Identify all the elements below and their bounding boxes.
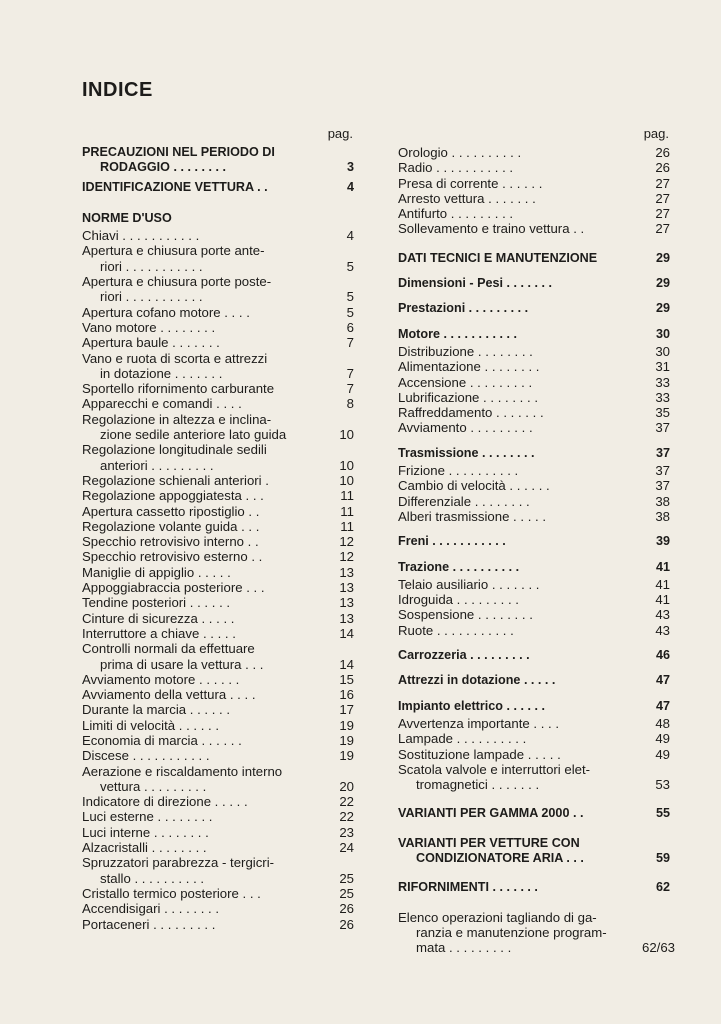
entry-page-number: 62/63 <box>642 940 676 956</box>
entry-page-number: 55 <box>655 806 670 821</box>
entry-title: Impianto elettrico . . . . . . <box>398 698 545 713</box>
index-entry <box>398 206 670 221</box>
index-entry <box>398 344 670 359</box>
entry-title: Luci esterne . . . . . . . . <box>82 809 213 825</box>
index-entry <box>398 910 670 925</box>
entry-page-number: 10 <box>339 472 354 488</box>
entry-page-number: 27 <box>655 190 670 206</box>
entry-page-number: 13 <box>339 595 354 611</box>
entry-page-number: 14 <box>339 656 354 672</box>
index-entry <box>82 657 354 672</box>
entry-title: Telaio ausiliario . . . . . . . <box>398 576 540 592</box>
entry-page-number: 46 <box>655 648 670 663</box>
entry-page-number: 26 <box>339 901 354 917</box>
index-entry <box>398 160 670 175</box>
entry-title: Lubrificazione . . . . . . . . <box>398 389 538 405</box>
entry-title: Controlli normali da effettuare <box>82 641 255 657</box>
entry-title: Cinture di sicurezza . . . . . <box>82 610 235 626</box>
entry-page-number: 8 <box>346 396 354 412</box>
entry-title: Frizione . . . . . . . . . . <box>398 463 519 479</box>
entry-page-number: 33 <box>655 374 670 390</box>
entry-title: Aerazione e riscaldamento interno <box>82 763 283 779</box>
index-entry <box>82 840 354 855</box>
entry-title: mata . . . . . . . . . <box>416 940 512 956</box>
index-entry <box>82 473 354 488</box>
entry-title: Apertura e chiusura porte ante- <box>82 243 265 259</box>
entry-title: Appoggiabraccia posteriore . . . <box>82 580 265 596</box>
index-entry <box>82 549 354 564</box>
entry-title: Regolazione longitudinale sedili <box>82 442 267 458</box>
entry-page-number: 41 <box>655 559 670 574</box>
entry-title: RIFORNIMENTI . . . . . . . <box>398 880 538 895</box>
entry-title: Avvertenza importante . . . . <box>398 715 560 731</box>
entry-title: VARIANTI PER VETTURE CON <box>398 835 580 850</box>
index-column-right <box>398 125 676 956</box>
entry-title: Motore . . . . . . . . . . . <box>398 326 517 341</box>
entry-page-number: 22 <box>339 809 354 825</box>
entry-title: NORME D'USO <box>82 210 172 225</box>
index-entry <box>398 446 670 461</box>
entry-page-number: 19 <box>339 732 354 748</box>
entry-page-number: 27 <box>655 221 670 237</box>
index-entry <box>82 901 354 916</box>
entry-page-number: 35 <box>655 405 670 421</box>
entry-title: Sportello rifornimento carburante <box>82 381 275 397</box>
entry-page-number: 43 <box>655 622 670 638</box>
entry-title: Trasmissione . . . . . . . . <box>398 445 535 460</box>
index-entry <box>82 565 354 580</box>
index-entry <box>82 641 354 656</box>
entry-page-number: 41 <box>655 592 670 608</box>
entry-title: Cristallo termico posteriore . . . <box>82 885 261 901</box>
index-list <box>82 145 354 932</box>
index-entry <box>398 276 670 291</box>
entry-title: Apertura cofano motore . . . . <box>82 304 250 320</box>
entry-page-number: 30 <box>655 326 670 341</box>
entry-title: Regolazione schienali anteriori . <box>82 472 269 488</box>
entry-title: Apertura e chiusura porte poste- <box>82 274 272 290</box>
entry-title: Antifurto . . . . . . . . . <box>398 206 514 222</box>
index-entry <box>398 176 670 191</box>
entry-title: Apertura baule . . . . . . . <box>82 335 220 351</box>
entry-title: IDENTIFICAZIONE VETTURA . . <box>82 179 268 194</box>
entry-page-number: 22 <box>339 794 354 810</box>
index-column-left <box>82 125 354 932</box>
entry-page-number: 38 <box>655 493 670 509</box>
entry-title: Lampade . . . . . . . . . . <box>398 731 527 747</box>
index-entry <box>398 327 670 342</box>
index-entry <box>398 777 670 792</box>
entry-title: Alberi trasmissione . . . . . <box>398 508 547 524</box>
index-entry <box>398 359 670 374</box>
index-entry <box>82 825 354 840</box>
entry-title: Avviamento motore . . . . . . <box>82 671 240 687</box>
entry-page-number: 53 <box>655 777 670 793</box>
entry-title: Radio . . . . . . . . . . . <box>398 160 514 176</box>
index-entry <box>398 577 670 592</box>
index-entry <box>398 806 670 821</box>
entry-title: Avviamento della vettura . . . . <box>82 687 256 703</box>
entry-title: Apertura cassetto ripostiglio . . <box>82 503 260 519</box>
entry-title: vettura . . . . . . . . . <box>100 778 207 794</box>
entry-page-number: 25 <box>339 870 354 886</box>
index-entry <box>82 211 354 226</box>
index-entry <box>82 611 354 626</box>
entry-page-number: 39 <box>655 534 670 549</box>
entry-page-number: 13 <box>339 610 354 626</box>
index-entry <box>398 145 670 160</box>
entry-title: Vano e ruota di scorta e attrezzi <box>82 350 268 366</box>
index-entry <box>398 390 670 405</box>
index-entry <box>82 351 354 366</box>
entry-page-number: 16 <box>339 687 354 703</box>
entry-page-number: 37 <box>655 420 670 436</box>
entry-page-number: 62 <box>655 880 670 895</box>
index-list <box>398 145 676 956</box>
entry-title: Vano motore . . . . . . . . <box>82 319 216 335</box>
entry-title: Sostituzione lampade . . . . . <box>398 746 561 762</box>
entry-title: Specchio retrovisivo interno . . <box>82 534 259 550</box>
index-entry <box>398 592 670 607</box>
entry-title: Scatola valvole e interruttori elet- <box>398 761 591 777</box>
index-entry <box>398 251 670 266</box>
index-entry <box>398 673 670 688</box>
entry-page-number: 26 <box>339 916 354 932</box>
entry-title: Specchio retrovisivo esterno . . <box>82 549 263 565</box>
entry-title: Dimensioni - Pesi . . . . . . . <box>398 276 552 291</box>
index-entry <box>82 626 354 641</box>
entry-page-number: 5 <box>346 258 354 274</box>
index-entry <box>398 301 670 316</box>
entry-title: anteriori . . . . . . . . . <box>100 457 214 473</box>
entry-title: Apparecchi e comandi . . . . <box>82 396 242 412</box>
entry-title: Freni . . . . . . . . . . . <box>398 534 506 549</box>
index-entry <box>398 191 670 206</box>
index-entry <box>82 228 354 243</box>
index-entry <box>82 733 354 748</box>
entry-title: Spruzzatori parabrezza - tergicri- <box>82 855 275 871</box>
entry-title: DATI TECNICI E MANUTENZIONE <box>398 250 598 265</box>
index-entry <box>398 880 670 895</box>
entry-title: Discese . . . . . . . . . . . <box>82 748 210 764</box>
index-entry <box>398 648 670 663</box>
index-entry <box>82 160 354 175</box>
entry-page-number: 4 <box>346 228 354 244</box>
entry-title: Elenco operazioni tagliando di ga- <box>398 909 597 925</box>
entry-title: Indicatore di direzione . . . . . <box>82 794 248 810</box>
index-entry <box>398 747 670 762</box>
index-entry <box>82 764 354 779</box>
index-entry <box>82 442 354 457</box>
index-entry <box>82 274 354 289</box>
entry-page-number: 29 <box>655 276 670 291</box>
entry-page-number: 7 <box>346 381 354 397</box>
index-entry <box>82 145 354 160</box>
entry-title: Accendisigari . . . . . . . . <box>82 901 220 917</box>
index-entry <box>398 699 670 714</box>
entry-page-number: 30 <box>655 343 670 359</box>
index-entry <box>398 925 670 940</box>
entry-title: Accensione . . . . . . . . . <box>398 374 533 390</box>
entry-page-number: 47 <box>655 673 670 688</box>
entry-page-number: 4 <box>346 179 354 194</box>
entry-page-number: 3 <box>346 160 354 175</box>
entry-title: Trazione . . . . . . . . . . <box>398 559 520 574</box>
entry-title: Arresto vettura . . . . . . . <box>398 190 536 206</box>
index-entry <box>82 243 354 258</box>
entry-title: Distribuzione . . . . . . . . <box>398 343 533 359</box>
entry-page-number: 17 <box>339 702 354 718</box>
entry-title: Regolazione in altezza e inclina- <box>82 411 272 427</box>
entry-page-number: 11 <box>340 488 354 504</box>
index-entry <box>398 836 670 851</box>
entry-title: in dotazione . . . . . . . <box>100 365 223 381</box>
entry-title: Tendine posteriori . . . . . . <box>82 595 231 611</box>
entry-page-number: 27 <box>655 175 670 191</box>
entry-title: Presa di corrente . . . . . . <box>398 175 543 191</box>
index-entry <box>82 595 354 610</box>
entry-page-number: 31 <box>655 359 670 375</box>
entry-page-number: 12 <box>339 549 354 565</box>
index-entry <box>82 871 354 886</box>
entry-page-number: 7 <box>346 335 354 351</box>
entry-page-number: 59 <box>655 850 670 865</box>
index-entry <box>82 917 354 932</box>
entry-title: Alzacristalli . . . . . . . . <box>82 840 207 856</box>
page-label: pag. <box>643 126 669 141</box>
index-entry <box>82 672 354 687</box>
entry-title: RODAGGIO . . . . . . . . <box>100 160 226 175</box>
index-entry <box>398 463 670 478</box>
entry-page-number: 10 <box>339 457 354 473</box>
index-entry <box>398 405 670 420</box>
index-entry <box>398 494 670 509</box>
entry-page-number: 6 <box>346 319 354 335</box>
index-entry <box>82 748 354 763</box>
index-entry <box>82 488 354 503</box>
entry-title: Orologio . . . . . . . . . . <box>398 145 522 160</box>
index-entry <box>398 623 670 638</box>
entry-title: Cambio di velocità . . . . . . <box>398 478 550 494</box>
index-entry <box>398 607 670 622</box>
entry-page-number: 12 <box>339 534 354 550</box>
page-label: pag. <box>327 126 353 141</box>
index-entry <box>398 534 670 549</box>
entry-page-number: 37 <box>655 478 670 494</box>
index-entry <box>398 851 670 866</box>
index-entry <box>82 289 354 304</box>
entry-page-number: 13 <box>339 564 354 580</box>
entry-title: Differenziale . . . . . . . . <box>398 493 530 509</box>
entry-title: Portaceneri . . . . . . . . . <box>82 916 216 932</box>
entry-title: Maniglie di appiglio . . . . . <box>82 564 231 580</box>
entry-title: zione sedile anteriore lato guida <box>100 427 287 443</box>
entry-title: riori . . . . . . . . . . . <box>100 289 203 305</box>
index-entry <box>398 560 670 575</box>
index-entry <box>398 478 670 493</box>
entry-title: PRECAUZIONI NEL PERIODO DI <box>82 145 275 159</box>
entry-title: stallo . . . . . . . . . . <box>100 870 205 886</box>
index-entry <box>82 458 354 473</box>
index-entry <box>398 221 670 236</box>
index-entry <box>82 855 354 870</box>
entry-page-number: 5 <box>346 289 354 305</box>
index-entry <box>82 320 354 335</box>
page-title: INDICE <box>82 79 153 101</box>
entry-page-number: 26 <box>655 145 670 160</box>
entry-page-number: 23 <box>339 824 354 840</box>
entry-page-number: 38 <box>655 508 670 524</box>
entry-title: Sollevamento e traino vettura . . <box>398 221 585 237</box>
index-entry <box>82 702 354 717</box>
entry-title: Durante la marcia . . . . . . <box>82 702 231 718</box>
index-entry <box>82 396 354 411</box>
entry-page-number: 19 <box>339 717 354 733</box>
index-entry <box>398 716 670 731</box>
index-entry <box>398 375 670 390</box>
index-entry <box>82 809 354 824</box>
entry-title: Economia di marcia . . . . . . <box>82 732 242 748</box>
entry-page-number: 37 <box>655 463 670 479</box>
entry-page-number: 26 <box>655 160 670 176</box>
entry-page-number: 11 <box>340 518 354 534</box>
index-entry <box>398 940 676 956</box>
entry-title: Regolazione volante guida . . . <box>82 518 260 534</box>
index-entry <box>398 731 670 746</box>
index-entry <box>82 718 354 733</box>
index-entry <box>82 412 354 427</box>
index-entry <box>82 427 354 442</box>
entry-title: prima di usare la vettura . . . <box>100 656 264 672</box>
index-entry <box>82 381 354 396</box>
index-entry <box>82 366 354 381</box>
index-entry <box>398 420 670 435</box>
index-entry <box>82 580 354 595</box>
entry-page-number: 5 <box>346 304 354 320</box>
entry-title: Carrozzeria . . . . . . . . . <box>398 648 530 663</box>
entry-page-number: 49 <box>655 731 670 747</box>
entry-title: Ruote . . . . . . . . . . . <box>398 622 514 638</box>
entry-page-number: 10 <box>339 427 354 443</box>
entry-title: ranzia e manutenzione program- <box>416 924 607 940</box>
index-entry <box>82 335 354 350</box>
entry-title: riori . . . . . . . . . . . <box>100 258 203 274</box>
entry-page-number: 7 <box>346 365 354 381</box>
entry-page-number: 15 <box>339 671 354 687</box>
entry-title: Regolazione appoggiatesta . . . <box>82 488 264 504</box>
entry-title: Sospensione . . . . . . . . <box>398 607 533 623</box>
entry-title: CONDIZIONATORE ARIA . . . <box>416 850 584 865</box>
entry-page-number: 43 <box>655 607 670 623</box>
entry-title: Prestazioni . . . . . . . . . <box>398 301 529 316</box>
entry-page-number: 29 <box>655 301 670 316</box>
entry-title: Avviamento . . . . . . . . . <box>398 420 533 436</box>
index-entry <box>82 687 354 702</box>
index-entry <box>82 519 354 534</box>
entry-title: Raffreddamento . . . . . . . <box>398 405 544 421</box>
index-entry <box>398 762 670 777</box>
entry-page-number: 11 <box>340 503 354 519</box>
entry-page-number: 33 <box>655 389 670 405</box>
entry-page-number: 19 <box>339 748 354 764</box>
index-entry <box>82 534 354 549</box>
entry-page-number: 47 <box>655 698 670 713</box>
entry-title: Limiti di velocità . . . . . . <box>82 717 220 733</box>
entry-title: Alimentazione . . . . . . . . <box>398 359 540 375</box>
entry-page-number: 49 <box>655 746 670 762</box>
index-entry <box>82 305 354 320</box>
entry-page-number: 27 <box>655 206 670 222</box>
index-entry <box>82 180 354 195</box>
entry-page-number: 20 <box>339 778 354 794</box>
entry-title: Attrezzi in dotazione . . . . . <box>398 673 556 688</box>
index-entry <box>82 794 354 809</box>
index-entry <box>82 886 354 901</box>
entry-title: Chiavi . . . . . . . . . . . <box>82 228 200 244</box>
entry-page-number: 29 <box>655 250 670 265</box>
entry-page-number: 37 <box>655 445 670 460</box>
entry-title: Idroguida . . . . . . . . . <box>398 592 519 608</box>
entry-page-number: 48 <box>655 715 670 731</box>
entry-page-number: 24 <box>339 840 354 856</box>
index-entry <box>398 509 670 524</box>
index-entry <box>82 779 354 794</box>
entry-page-number: 41 <box>655 576 670 592</box>
entry-page-number: 14 <box>339 625 354 641</box>
entry-title: VARIANTI PER GAMMA 2000 . . <box>398 806 584 821</box>
entry-title: Interruttore a chiave . . . . . <box>82 625 236 641</box>
index-entry <box>82 504 354 519</box>
entry-page-number: 13 <box>339 580 354 596</box>
index-entry <box>82 259 354 274</box>
entry-title: Luci interne . . . . . . . . <box>82 824 209 840</box>
entry-page-number: 25 <box>339 885 354 901</box>
entry-title: tromagnetici . . . . . . . <box>416 777 540 793</box>
